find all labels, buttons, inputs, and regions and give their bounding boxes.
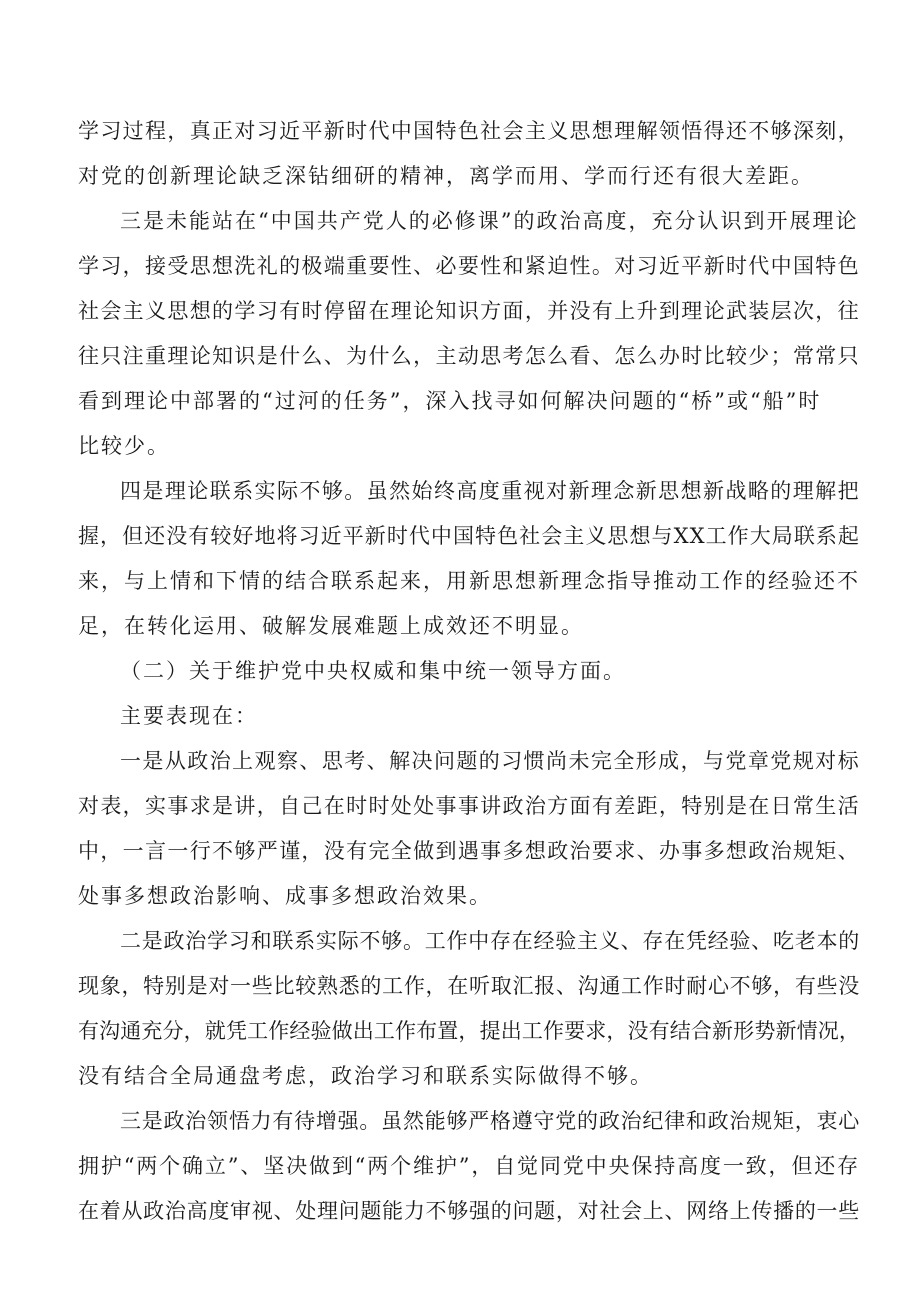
text-line: 三是政治领悟力有待增强。虽然能够严格遵守党的政治纪律和政治规矩，衷心 [120, 1109, 860, 1133]
text-line: 对党的创新理论缺乏深钻细研的精神，离学而用、学而行还有很大差距。 [78, 164, 814, 188]
text-line: 中，一言一行不够严谨，没有完全做到遇事多想政治要求、办事多想政治规矩、 [78, 839, 860, 863]
text-line: 握，但还没有较好地将习近平新时代中国特色社会主义思想与XX工作大局联系起 [78, 524, 860, 548]
text-line: 处事多想政治影响、成事多想政治效果。 [78, 884, 492, 908]
text-line: 来，与上情和下情的结合联系起来，用新思想新理念指导推动工作的经验还不 [78, 569, 860, 593]
text-line: 一是从政治上观察、思考、解决问题的习惯尚未完全形成，与党章党规对标 [120, 749, 860, 773]
text-line: 现象，特别是对一些比较熟悉的工作，在听取汇报、沟通工作时耐心不够，有些没 [78, 974, 860, 998]
text-line: 往只注重理论知识是什么、为什么，主动思考怎么看、怎么办时比较少；常常只 [78, 344, 860, 368]
text-line: 看到理论中部署的“过河的任务”，深入找寻如何解决问题的“桥”或“船”时 [78, 389, 822, 413]
text-line: 有沟通充分，就凭工作经验做出工作布置，提出工作要求，没有结合新形势新情况， [78, 1019, 860, 1043]
text-line: 四是理论联系实际不够。虽然始终高度重视对新理念新思想新战略的理解把 [120, 479, 860, 503]
text-line: 社会主义思想的学习有时停留在理论知识方面，并没有上升到理论武装层次，往 [78, 299, 860, 323]
text-line: 在着从政治高度审视、处理问题能力不够强的问题，对社会上、网络上传播的一些 [78, 1199, 860, 1223]
text-line: 主要表现在： [120, 704, 258, 728]
text-line: 拥护“两个确立”、坚决做到“两个维护”，自觉同党中央保持高度一致，但还存 [78, 1154, 860, 1178]
text-line: 三是未能站在“中国共产党人的必修课”的政治高度，充分认识到开展理论 [120, 209, 859, 233]
text-line: 学习，接受思想洗礼的极端重要性、必要性和紧迫性。对习近平新时代中国特色 [78, 254, 860, 278]
text-line: 二是政治学习和联系实际不够。工作中存在经验主义、存在凭经验、吃老本的 [120, 929, 860, 953]
text-line: 足，在转化运用、破解发展难题上成效还不明显。 [78, 614, 584, 638]
text-line: 没有结合全局通盘考虑，政治学习和联系实际做得不够。 [78, 1064, 653, 1088]
section-heading: （二）关于维护党中央权威和集中统一领导方面。 [120, 659, 626, 683]
text-line: 学习过程，真正对习近平新时代中国特色社会主义思想理解领悟得还不够深刻， [78, 119, 860, 143]
text-line: 对表，实事求是讲，自己在时时处处事事讲政治方面有差距，特别是在日常生活 [78, 794, 860, 818]
text-line: 比较少。 [78, 434, 170, 458]
